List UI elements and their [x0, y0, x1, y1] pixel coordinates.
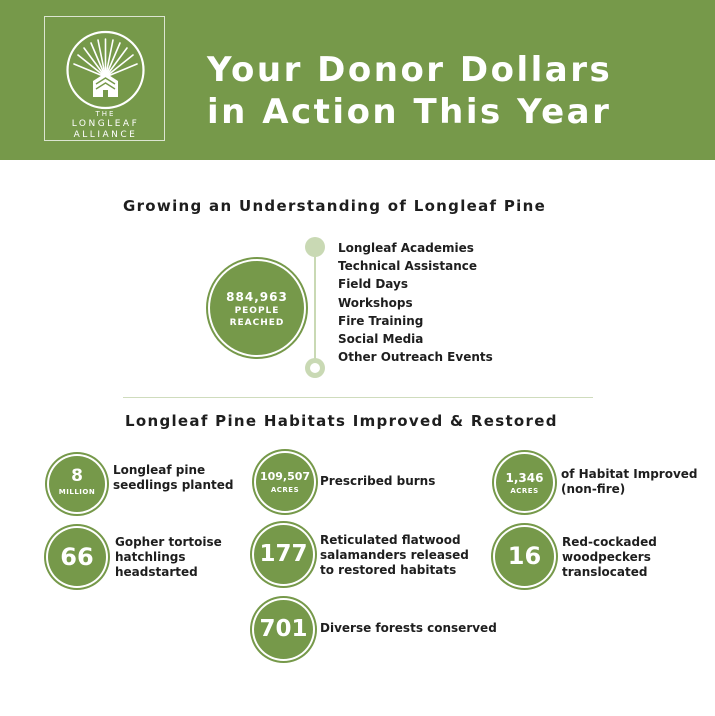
salamanders-text-3: to restored habitats — [320, 563, 457, 577]
forests-conserved-text: Diverse forests conserved — [320, 621, 497, 635]
woodpeckers-badge — [495, 527, 554, 586]
forests-conserved-number: 701 — [259, 616, 308, 642]
prescribed-burns-number: 109,507 — [259, 470, 311, 483]
timeline-bottom-dot — [305, 358, 325, 378]
habitat-improved-number: 1,346 — [505, 471, 544, 485]
woodpeckers-text-2: woodpeckers — [562, 550, 651, 564]
outreach-item-field-days: Field Days — [338, 277, 408, 291]
outreach-item-fire-training: Fire Training — [338, 314, 424, 328]
people-reached-label-2: REACHED — [229, 318, 285, 328]
habitat-improved-badge — [496, 454, 553, 511]
gopher-tortoise-text-1: Gopher tortoise — [115, 535, 222, 549]
understanding-heading: Growing an Understanding of Longleaf Pine — [123, 197, 547, 215]
logo-text-alliance: ALLIANCE — [73, 130, 138, 140]
section-divider — [123, 397, 593, 398]
outreach-item-workshops: Workshops — [338, 296, 413, 310]
gopher-tortoise-number: 66 — [60, 543, 94, 571]
longleaf-pine-tree-logo-icon — [60, 27, 151, 113]
woodpeckers-text-1: Red-cockaded — [562, 535, 657, 549]
logo-text-longleaf: LONGLEAF — [71, 119, 140, 129]
header-banner — [0, 0, 715, 160]
habitats-heading: Longleaf Pine Habitats Improved & Restored — [125, 412, 558, 430]
seedlings-number: 8 — [71, 466, 83, 486]
longleaf-alliance-logo — [44, 16, 165, 141]
habitat-improved-unit: ACRES — [510, 487, 539, 495]
gopher-tortoise-text-3: headstarted — [115, 565, 198, 579]
habitat-improved-text-1: of Habitat Improved — [561, 467, 698, 481]
outreach-item-social-media: Social Media — [338, 332, 424, 346]
outreach-item-technical-assistance: Technical Assistance — [338, 259, 478, 273]
salamanders-number: 177 — [259, 541, 308, 567]
woodpeckers-text-3: translocated — [562, 565, 648, 579]
habitat-improved-text-2: (non-fire) — [561, 482, 626, 496]
timeline-top-dot — [305, 237, 325, 257]
prescribed-burns-unit: ACRES — [270, 486, 300, 494]
page-title-line1: Your Donor Dollars — [207, 50, 613, 90]
logo-text-the: THE — [95, 110, 116, 118]
outreach-item-academies: Longleaf Academies — [338, 241, 474, 255]
salamanders-badge — [254, 525, 313, 584]
seedlings-text-1: Longleaf pine — [113, 463, 206, 477]
people-reached-number: 884,963 — [226, 290, 288, 304]
outreach-item-other-events: Other Outreach Events — [338, 350, 493, 364]
gopher-tortoise-badge — [48, 528, 106, 586]
page-title-line2: in Action This Year — [207, 92, 612, 132]
gopher-tortoise-text-2: hatchlings — [115, 550, 186, 564]
salamanders-text-1: Reticulated flatwood — [320, 533, 461, 547]
prescribed-burns-badge — [256, 453, 314, 511]
salamanders-text-2: salamanders released — [320, 548, 469, 562]
seedlings-badge — [49, 456, 105, 512]
woodpeckers-number: 16 — [507, 542, 542, 570]
prescribed-burns-text: Prescribed burns — [320, 474, 436, 488]
people-reached-label-1: PEOPLE — [234, 306, 280, 316]
forests-conserved-badge — [254, 600, 313, 659]
outreach-timeline-line — [314, 246, 316, 368]
seedlings-unit: MILLION — [58, 488, 96, 496]
seedlings-text-2: seedlings planted — [113, 478, 234, 492]
people-reached-badge — [210, 261, 304, 355]
